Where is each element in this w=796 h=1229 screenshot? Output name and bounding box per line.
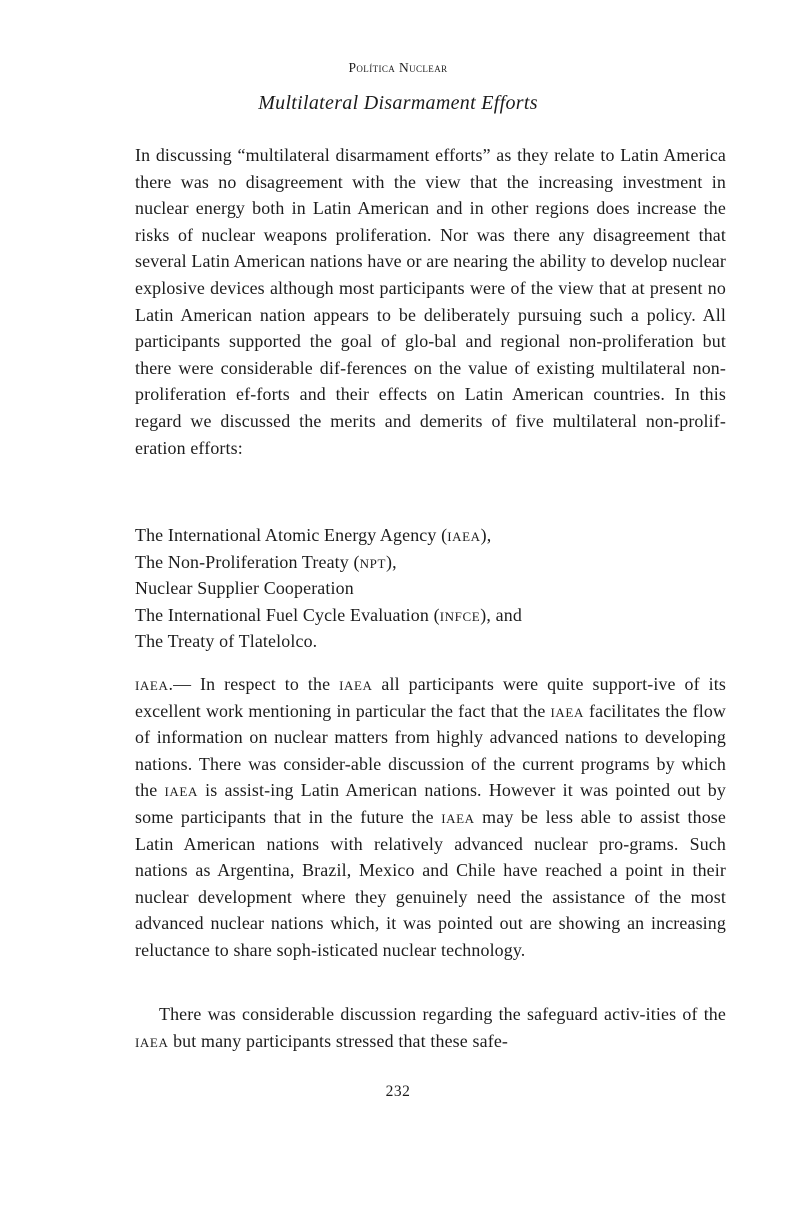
- iaea-abbr: iaea: [550, 700, 584, 721]
- list-item-name: The International Fuel Cycle Evaluation: [135, 604, 429, 625]
- list-item-name: The Treaty of Tlatelolco.: [135, 631, 318, 652]
- text-segment: all participants were quite support-ive of its excellent work mentioning in particular the fact that the: [135, 674, 727, 721]
- text-segment: In respect to the: [191, 674, 340, 694]
- list-item: [135, 575, 726, 602]
- paragraph-safeguards: [135, 1001, 726, 1054]
- list-item-name: The International Atomic Energy Agency: [135, 525, 437, 545]
- text-segment: There was considerable discussion regarding the safeguard activ-ities of the: [159, 1004, 726, 1024]
- text-segment: but many participants stressed that these safe-: [168, 1030, 509, 1051]
- paragraph-intro: In discussing “multilateral disarmament efforts” as they relate to Latin America there was no disagreement with the view that the increasing investment in nuclear energy both in Latin American and in other regions does increase the risks of nuclear weapons proliferation. Nor was there any disagreement that several Latin American nations have or are nearing the ability to develop nuclear explosive devices although most participants were of the view that at present no Latin American nation appears to be deliberately pursuing such a policy. All participants supported the goal of glo-bal and regional non-proliferation but there were considerable dif-ferences on the value of existing multilateral non-proliferation ef-forts and their effects on Latin American countries. In this regard we discussed the merits and demerits of five multilateral non-prolif-eration efforts:: [135, 145, 726, 458]
- efforts-list: [135, 522, 726, 655]
- page-number: 232: [385, 1083, 411, 1100]
- list-item-abbr: npt: [359, 551, 386, 572]
- list-item-abbr: iaea: [447, 525, 481, 545]
- iaea-abbr: iaea: [339, 674, 373, 694]
- text-segment: is assist-ing Latin American nations. However it was pointed out by some participants that in the future the: [135, 780, 727, 827]
- list-item-abbr: infce: [439, 604, 481, 625]
- iaea-lead-abbr: iaea: [135, 674, 169, 694]
- text-segment: facilitates the flow of information on nuclear matters from highly advanced nations to developing nations. There was consider-able discussion of the current programs by which the: [135, 700, 726, 801]
- running-head: Política Nuclear: [348, 60, 448, 75]
- iaea-lead-punct: .—: [168, 674, 192, 694]
- list-item-suffix: ,: [486, 525, 492, 545]
- iaea-abbr: iaea: [441, 806, 475, 827]
- paragraph-iaea: [135, 671, 726, 964]
- iaea-abbr: iaea: [135, 1030, 169, 1051]
- list-item: The International Atomic Energy Agency (iaea),: [135, 525, 492, 545]
- text-segment: may be less able to assist those Latin American nations with relatively advanced nuclear pro-grams. Such nations as Argentina, Brazil, Mexico and Chile have reached a point in their nuclear development where they genuinely need the assistance of the most advanced nuclear nations which, it was pointed out are showing an increasing reluctance to share soph-isticated nuclear technology.: [135, 806, 726, 960]
- iaea-abbr: iaea: [164, 780, 198, 801]
- list-item: [135, 628, 726, 655]
- section-title: Multilateral Disarmament Efforts: [258, 92, 538, 114]
- list-item-name: Nuclear Supplier Cooperation: [135, 578, 354, 599]
- list-item-name: The Non-Proliferation Treaty: [135, 551, 349, 572]
- list-item: The International Fuel Cycle Evaluation (infce), and: [135, 604, 522, 625]
- list-item-suffix: , and: [486, 604, 522, 625]
- list-item-suffix: ,: [392, 551, 397, 572]
- list-item: The Non-Proliferation Treaty (npt),: [135, 551, 397, 572]
